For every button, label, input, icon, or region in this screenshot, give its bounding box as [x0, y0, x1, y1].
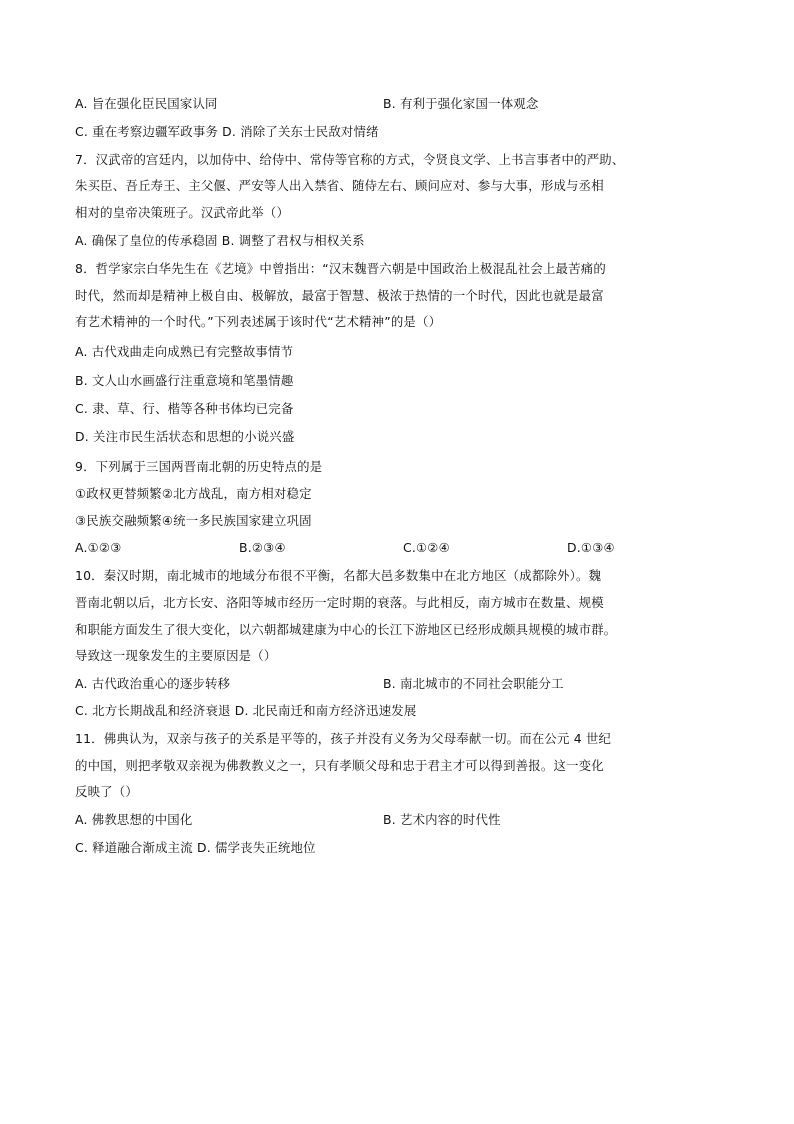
- q10-option-a: A. 古代政治重心的逐步转移: [75, 676, 231, 691]
- q9-item-line-2: ③民族交融频繁④统一多民族国家建立巩固: [75, 513, 312, 528]
- q9-option-c: C.①②④: [403, 540, 450, 555]
- q8-option-b: B. 文人山水画盛行注重意境和笔墨情趣: [75, 373, 294, 388]
- q11-option-a: A. 佛教思想的中国化: [75, 812, 193, 827]
- q8-option-c: C. 隶、草、行、楷等各种书体均已完备: [75, 401, 294, 416]
- q10-stem-line-1: 10．秦汉时期，南北城市的地域分布很不平衡，名都大邑多数集中在北方地区（成都除外）。魏: [75, 568, 602, 583]
- q6-option-b: B. 有利于强化家国一体观念: [383, 96, 539, 111]
- q10-stem-line-3: 和职能方面发生了很大变化，以六朝都城建康为中心的长江下游地区已经形成颇具规模的城市群。: [75, 622, 617, 637]
- q9-option-d: D.①③④: [567, 540, 615, 555]
- q9-stem: 9．下列属于三国两晋南北朝的历史特点的是: [75, 459, 323, 474]
- q11-stem-line-2: 的中国，则把孝敬双亲视为佛教教义之一，只有孝顺父母和忠于君主才可以得到善报。这一变化: [75, 758, 604, 773]
- q10-option-b: B. 南北城市的不同社会职能分工: [383, 676, 564, 691]
- q9-item-line-1: ①政权更替频繁②北方战乱，南方相对稳定: [75, 486, 312, 501]
- q6-option-cd: C. 重在考察边疆军政事务 D. 消除了关东士民敌对情绪: [75, 124, 379, 139]
- q7-stem-line-2: 朱买臣、吾丘寿王、主父偃、严安等人出入禁省、随侍左右、顾问应对、参与大事，形成与丞相: [75, 178, 604, 193]
- q7-option-ab: A. 确保了皇位的传承稳固 B. 调整了君权与相权关系: [75, 233, 365, 248]
- q6-option-a: A. 旨在强化臣民国家认同: [75, 96, 218, 111]
- q7-stem-line-1: 7．汉武帝的宫廷内，以加侍中、给侍中、常侍等官称的方式，令贤良文学、上书言事者中的严助、: [75, 152, 625, 167]
- q11-stem-line-1: 11．佛典认为，双亲与孩子的关系是平等的，孩子并没有义务为父母奉献一切。而在公元 4 世纪: [75, 731, 612, 746]
- q10-stem-line-4: 导致这一现象发生的主要原因是（）: [75, 648, 277, 663]
- q11-stem-line-3: 反映了（）: [75, 784, 138, 799]
- q8-stem-line-1: 8．哲学家宗白华先生在《艺境》中曾指出：“汉末魏晋六朝是中国政治上极混乱社会上最苦痛的: [75, 261, 606, 276]
- q10-stem-line-2: 晋南北朝以后，北方长安、洛阳等城市经历一定时期的衰落。与此相反，南方城市在数量、规模: [75, 595, 604, 610]
- q8-option-d: D. 关注市民生活状态和思想的小说兴盛: [75, 429, 295, 444]
- q9-option-b: B.②③④: [239, 540, 286, 555]
- q9-option-a: A.①②③: [75, 540, 122, 555]
- q11-option-b: B. 艺术内容的时代性: [383, 812, 501, 827]
- q7-stem-line-3: 相对的皇帝决策班子。汉武帝此举（）: [75, 205, 290, 220]
- q10-option-cd: C. 北方长期战乱和经济衰退 D. 北民南迁和南方经济迅速发展: [75, 703, 417, 718]
- q8-option-a: A. 古代戏曲走向成熟已有完整故事情节: [75, 344, 294, 359]
- q11-option-cd: C. 释道融合渐成主流 D. 儒学丧失正统地位: [75, 840, 316, 855]
- q8-stem-line-2: 时代，然而却是精神上极自由、极解放，最富于智慧、极浓于热情的一个时代，因此也就是最富: [75, 288, 604, 303]
- q8-stem-line-3: 有艺术精神的一个时代。”下列表述属于该时代“艺术精神”的是（）: [75, 314, 442, 329]
